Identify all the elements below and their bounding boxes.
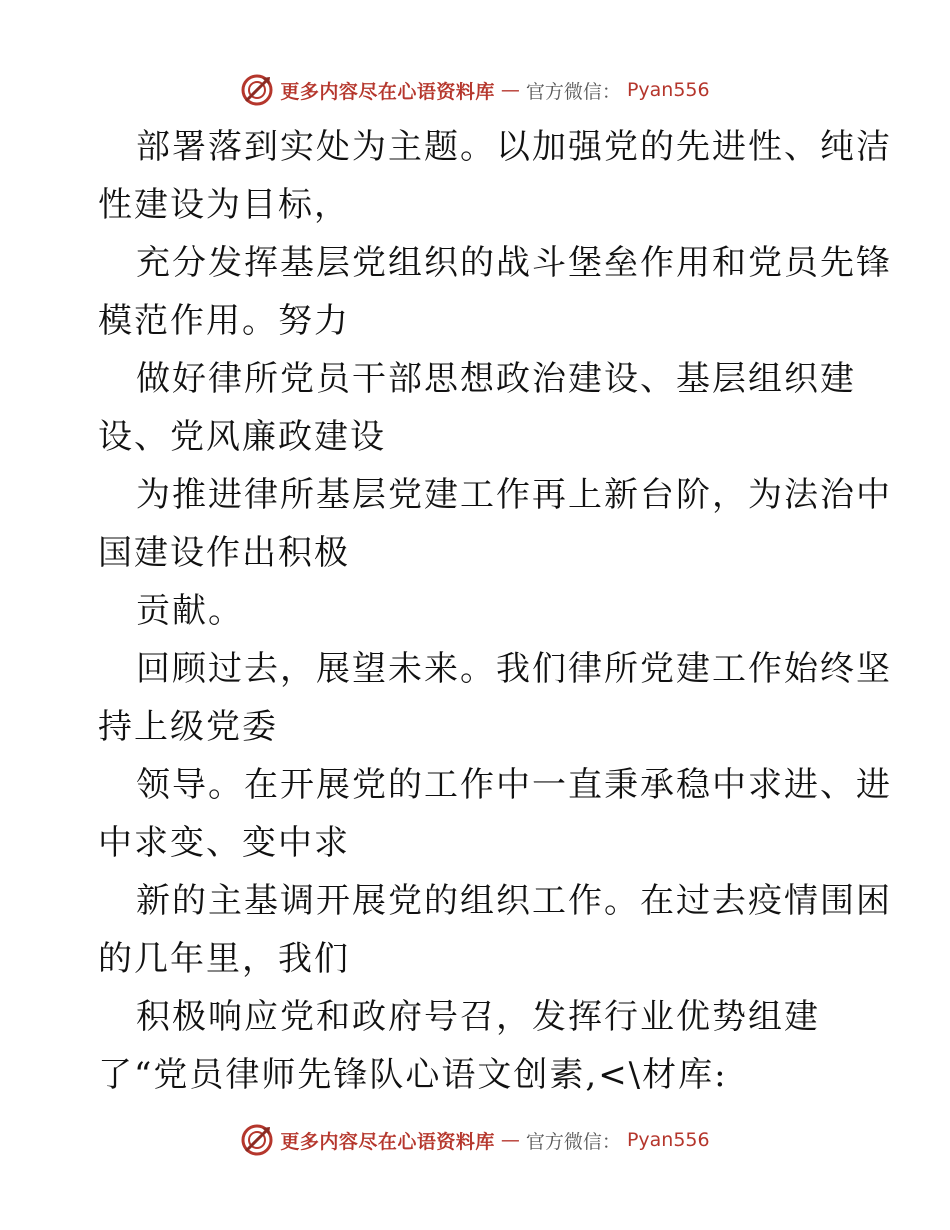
footer-site-text: 更多内容尽在心语资料库 bbox=[280, 1130, 495, 1153]
body-text bbox=[98, 118, 892, 1104]
site-logo-icon bbox=[240, 73, 274, 107]
text-line: 回顾过去，展望未来。我们律所党建工作始终坚 bbox=[136, 649, 892, 689]
text-line: 持上级党委 bbox=[98, 707, 278, 747]
text-line: 性建设为目标， bbox=[98, 185, 350, 225]
header-banner bbox=[0, 70, 950, 110]
text-line: 了“党员律师先锋队心语文创素,<\材库: bbox=[98, 1055, 728, 1095]
site-logo-icon bbox=[240, 1123, 274, 1157]
footer-dash: — bbox=[500, 1129, 520, 1151]
footer-wechat-label: 官方微信： bbox=[525, 1130, 621, 1153]
text-line: 积极响应党和政府号召，发挥行业优势组建 bbox=[136, 997, 820, 1037]
text-line: 的几年里，我们 bbox=[98, 939, 350, 979]
text-line: 设、党风廉政建设 bbox=[98, 417, 386, 457]
text-line: 模范作用。努力 bbox=[98, 301, 350, 341]
text-line: 国建设作出积极 bbox=[98, 533, 350, 573]
header-wechat-id: Pyan556 bbox=[626, 79, 710, 101]
header-site-text: 更多内容尽在心语资料库 bbox=[280, 80, 495, 103]
text-line: 新的主基调开展党的组织工作。在过去疫情围困 bbox=[136, 881, 892, 921]
footer-banner bbox=[0, 1120, 950, 1160]
header-dash: — bbox=[500, 79, 520, 101]
text-line: 充分发挥基层党组织的战斗堡垒作用和党员先锋 bbox=[136, 243, 892, 283]
text-line: 中求变、变中求 bbox=[98, 823, 350, 863]
footer-wechat-id: Pyan556 bbox=[626, 1129, 710, 1151]
text-line: 贡献。 bbox=[136, 591, 244, 631]
text-line: 部署落到实处为主题。以加强党的先进性、纯洁 bbox=[136, 127, 892, 167]
text-line: 做好律所党员干部思想政治建设、基层组织建 bbox=[136, 359, 856, 399]
text-line: 领导。在开展党的工作中一直秉承稳中求进、进 bbox=[136, 765, 892, 805]
text-line: 为推进律所基层党建工作再上新台阶，为法治中 bbox=[136, 475, 892, 515]
header-wechat-label: 官方微信： bbox=[525, 80, 621, 103]
